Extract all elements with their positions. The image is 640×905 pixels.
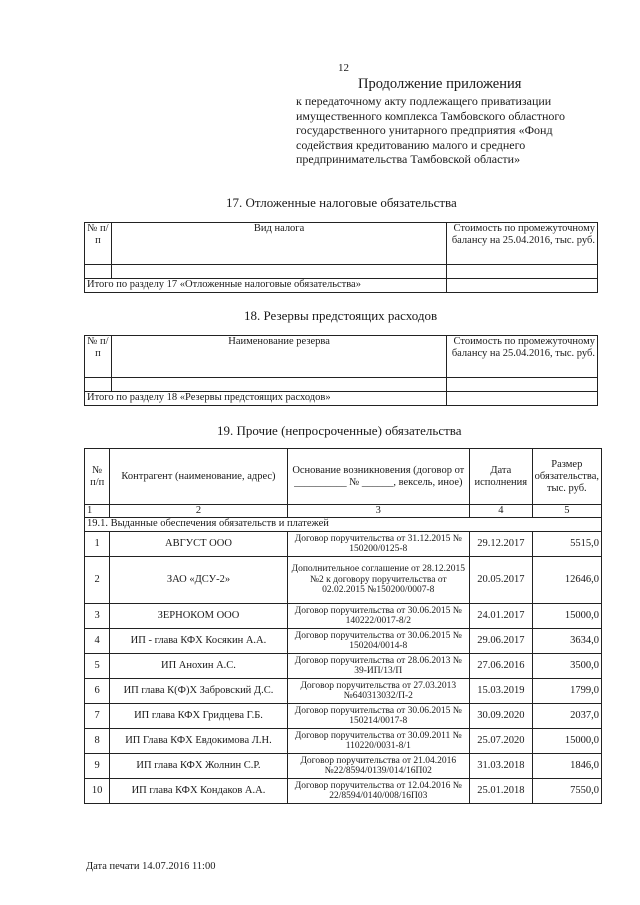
total-row (85, 279, 598, 293)
row-num: 8 (85, 729, 110, 754)
counterparty: АВГУСТ ООО (110, 532, 287, 557)
table-row (85, 654, 602, 679)
row-num: 7 (85, 704, 110, 729)
header-num: № п/п (85, 449, 110, 505)
row-num: 5 (85, 654, 110, 679)
due-date: 20.05.2017 (469, 557, 532, 604)
header-counterparty: Контрагент (наименование, адрес) (110, 449, 287, 505)
header-date: Дата исполнения (469, 449, 532, 505)
table-row (85, 629, 602, 654)
basis: Дополнительное соглашение от 28.12.2015 №2 к договору поручительства от 02.02.2015 №150200/0007-8 (287, 557, 469, 604)
amount: 1846,0 (532, 754, 601, 779)
header-basis: Основание возникновения (договор от __________ № ______, вексель, иное) (287, 449, 469, 505)
basis: Договор поручительства от 30.06.2015 № 150214/0017-8 (287, 704, 469, 729)
column-index-row (85, 505, 602, 518)
header-num: № п/п (85, 336, 112, 378)
row-num: 2 (85, 557, 110, 604)
row-num: 9 (85, 754, 110, 779)
total-label: Итого по разделу 17 «Отложенные налоговые обязательства» (85, 279, 447, 293)
print-date: Дата печати 14.07.2016 11:00 (86, 861, 216, 872)
appendix-subtitle: к передаточному акту подлежащего приватизации имущественного комплекса Тамбовского областного государственного унитарного предприятия «Фонд содействия кредитованию малого и среднего предпринимательства Тамбовской области» (296, 94, 566, 166)
counterparty: ЗАО «ДСУ-2» (110, 557, 287, 604)
header-num: № п/п (85, 223, 112, 265)
counterparty: ИП глава К(Ф)Х Забровский Д.С. (110, 679, 287, 704)
table-row (85, 679, 602, 704)
row-num: 4 (85, 629, 110, 654)
subsection-title: 19.1. Выданные обеспечения обязательств и платежей (85, 518, 602, 532)
counterparty: ИП глава КФХ Жолнин С.Р. (110, 754, 287, 779)
table-row (85, 378, 598, 392)
due-date: 29.06.2017 (469, 629, 532, 654)
counterparty: ИП глава КФХ Гридцева Г.Б. (110, 704, 287, 729)
appendix-title: Продолжение приложения (358, 76, 522, 92)
table-row (85, 265, 598, 279)
basis: Договор поручительства от 30.09.2011 № 110220/0031-8/1 (287, 729, 469, 754)
amount: 2037,0 (532, 704, 601, 729)
col-index: 2 (110, 505, 287, 518)
amount: 1799,0 (532, 679, 601, 704)
page-number: 12 (338, 62, 349, 74)
col-index: 3 (287, 505, 469, 518)
due-date: 24.01.2017 (469, 604, 532, 629)
counterparty: ИП Анохин А.С. (110, 654, 287, 679)
due-date: 29.12.2017 (469, 532, 532, 557)
amount: 15000,0 (532, 604, 601, 629)
amount: 15000,0 (532, 729, 601, 754)
basis: Договор поручительства от 28.06.2013 № 39-ИП/13/П (287, 654, 469, 679)
amount: 12646,0 (532, 557, 601, 604)
basis: Договор поручительства от 30.06.2015 № 150204/0014-8 (287, 629, 469, 654)
header-cost: Стоимость по промежуточному балансу на 25.04.2016, тыс. руб. (447, 223, 598, 265)
basis: Договор поручительства от 27.03.2013 №640313032/П-2 (287, 679, 469, 704)
table-row (85, 779, 602, 804)
basis: Договор поручительства от 12.04.2016 № 22/8594/0140/008/16П03 (287, 779, 469, 804)
counterparty: ИП глава КФХ Кондаков А.А. (110, 779, 287, 804)
col-index: 5 (532, 505, 601, 518)
total-label: Итого по разделу 18 «Резервы предстоящих расходов» (85, 392, 447, 406)
table-row (85, 729, 602, 754)
table-row (85, 704, 602, 729)
amount: 7550,0 (532, 779, 601, 804)
col-index: 4 (469, 505, 532, 518)
header-amount: Размер обязательства, тыс. руб. (532, 449, 601, 505)
due-date: 31.03.2018 (469, 754, 532, 779)
due-date: 27.06.2016 (469, 654, 532, 679)
amount: 5515,0 (532, 532, 601, 557)
amount: 3500,0 (532, 654, 601, 679)
counterparty: ИП Глава КФХ Евдокимова Л.Н. (110, 729, 287, 754)
section-17-title: 17. Отложенные налоговые обязательства (226, 195, 457, 210)
table-row (85, 557, 602, 604)
row-num: 1 (85, 532, 110, 557)
subsection-row (85, 518, 602, 532)
header-cost: Стоимость по промежуточному балансу на 25.04.2016, тыс. руб. (447, 336, 598, 378)
section-19-title: 19. Прочие (непросроченные) обязательства (217, 423, 462, 438)
basis: Договор поручительства от 30.06.2015 № 140222/0017-8/2 (287, 604, 469, 629)
table-row (85, 604, 602, 629)
counterparty: ЗЕРНОКОМ ООО (110, 604, 287, 629)
counterparty: ИП - глава КФХ Косякин А.А. (110, 629, 287, 654)
col-index: 1 (85, 505, 110, 518)
total-row (85, 392, 598, 406)
table-row (85, 754, 602, 779)
due-date: 30.09.2020 (469, 704, 532, 729)
amount: 3634,0 (532, 629, 601, 654)
basis: Договор поручительства от 21.04.2016 №22/8594/0139/014/16П02 (287, 754, 469, 779)
due-date: 15.03.2019 (469, 679, 532, 704)
due-date: 25.01.2018 (469, 779, 532, 804)
table-row (85, 532, 602, 557)
section-17-table (84, 222, 598, 293)
section-18-title: 18. Резервы предстоящих расходов (244, 308, 438, 323)
due-date: 25.07.2020 (469, 729, 532, 754)
section-18-table (84, 335, 598, 406)
basis: Договор поручительства от 31.12.2015 № 150200/0125-8 (287, 532, 469, 557)
header-tax-type: Вид налога (111, 223, 446, 265)
row-num: 6 (85, 679, 110, 704)
header-reserve-name: Наименование резерва (111, 336, 446, 378)
row-num: 3 (85, 604, 110, 629)
row-num: 10 (85, 779, 110, 804)
section-19-table (84, 448, 602, 804)
